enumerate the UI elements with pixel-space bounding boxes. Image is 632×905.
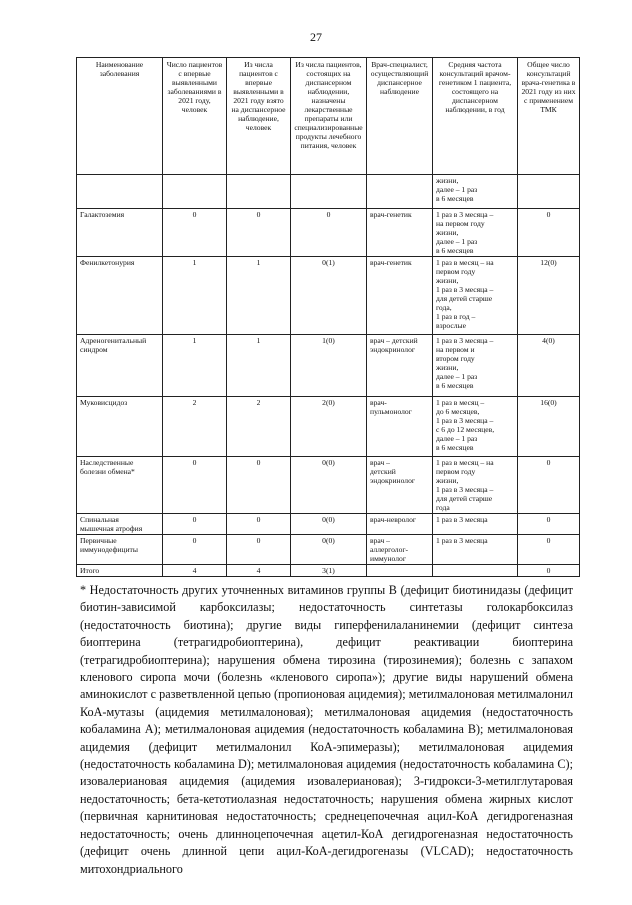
row-new-cases: 0 [163, 457, 227, 514]
row-registered: 0 [227, 535, 291, 565]
row-prescribed: 3(1) [291, 565, 367, 577]
row-disease-name: Галактоземия [77, 209, 163, 257]
row-consultations [518, 175, 580, 209]
row-prescribed: 0 [291, 209, 367, 257]
header-consultations: Общее число консультаций врача-генетика в 2021 году из них с применением ТМК [518, 58, 580, 175]
row-frequency: 1 раз в месяц – на первом году жизни, 1 раз в 3 месяца – для детей старше года [433, 457, 518, 514]
row-registered: 4 [227, 565, 291, 577]
row-registered [227, 175, 291, 209]
header-disease-name: Наименование заболевания [77, 58, 163, 175]
row-frequency: жизни, далее – 1 раз в 6 месяцев [433, 175, 518, 209]
row-registered: 2 [227, 397, 291, 457]
header-frequency: Средняя частота консультаций врачом-генетиком 1 пациента, состоящего на диспансерном наблюдении, в год [433, 58, 518, 175]
row-specialist: врач – детский эндокринолог [367, 457, 433, 514]
page-number: 27 [310, 30, 322, 44]
consultations-table [76, 57, 580, 577]
row-consultations: 12(0) [518, 257, 580, 335]
row-new-cases: 0 [163, 209, 227, 257]
header-new-cases: Число пациентов с впервые выявленными заболеваниями в 2021 году, человек [163, 58, 227, 175]
row-new-cases: 1 [163, 257, 227, 335]
row-prescribed: 2(0) [291, 397, 367, 457]
table-row [77, 565, 580, 577]
row-registered: 0 [227, 514, 291, 535]
row-specialist: врач-невролог [367, 514, 433, 535]
row-new-cases: 0 [163, 514, 227, 535]
row-consultations: 16(0) [518, 397, 580, 457]
row-disease-name [77, 175, 163, 209]
row-new-cases: 2 [163, 397, 227, 457]
table-row [77, 175, 580, 209]
table-body [77, 175, 580, 577]
row-frequency: 1 раз в месяц – на первом году жизни, 1 раз в 3 месяца – для детей старше года, 1 раз в год – взрослые [433, 257, 518, 335]
row-consultations: 0 [518, 209, 580, 257]
row-new-cases: 4 [163, 565, 227, 577]
row-specialist: врач-генетик [367, 209, 433, 257]
row-registered: 1 [227, 335, 291, 397]
table-row [77, 257, 580, 335]
row-consultations: 0 [518, 514, 580, 535]
table-row [77, 335, 580, 397]
table-row [77, 457, 580, 514]
row-new-cases: 0 [163, 535, 227, 565]
row-disease-name: Итого [77, 565, 163, 577]
row-prescribed: 0(0) [291, 514, 367, 535]
row-prescribed: 0(0) [291, 535, 367, 565]
row-specialist: врач – детский эндокринолог [367, 335, 433, 397]
row-prescribed: 0(0) [291, 457, 367, 514]
row-frequency: 1 раз в 3 месяца – на первом и втором году жизни, далее – 1 раз в 6 месяцев [433, 335, 518, 397]
row-consultations: 0 [518, 457, 580, 514]
table-row [77, 514, 580, 535]
row-new-cases: 1 [163, 335, 227, 397]
row-disease-name: Наследственные болезни обмена* [77, 457, 163, 514]
table-row [77, 209, 580, 257]
row-registered: 0 [227, 209, 291, 257]
row-disease-name: Муковисцидоз [77, 397, 163, 457]
row-disease-name: Адреногенитальный синдром [77, 335, 163, 397]
row-prescribed: 1(0) [291, 335, 367, 397]
row-specialist [367, 175, 433, 209]
header-specialist: Врач-специалист, осуществляющий диспансерное наблюдение [367, 58, 433, 175]
row-prescribed [291, 175, 367, 209]
row-prescribed: 0(1) [291, 257, 367, 335]
row-specialist [367, 565, 433, 577]
table-row [77, 535, 580, 565]
row-disease-name: Первичные иммунодефициты [77, 535, 163, 565]
row-frequency [433, 565, 518, 577]
table-header-row [77, 58, 580, 175]
row-frequency: 1 раз в 3 месяца [433, 514, 518, 535]
row-frequency: 1 раз в 3 месяца – на первом году жизни, далее – 1 раз в 6 месяцев [433, 209, 518, 257]
row-registered: 0 [227, 457, 291, 514]
row-specialist: врач – аллерголог- иммунолог [367, 535, 433, 565]
row-frequency: 1 раз в месяц – до 6 месяцев, 1 раз в 3 месяца – с 6 до 12 месяцев, далее – 1 раз в 6 месяцев [433, 397, 518, 457]
header-prescribed: Из числа пациентов, состоящих на диспансерном наблюдении, назначены лекарственные препараты или специализированные продукты лечебного питания, человек [291, 58, 367, 175]
row-frequency: 1 раз в 3 месяца [433, 535, 518, 565]
row-disease-name: Фенилкетонурия [77, 257, 163, 335]
row-specialist: врач-генетик [367, 257, 433, 335]
row-disease-name: Спинальная мышечная атрофия [77, 514, 163, 535]
footnote: * Недостаточность других уточненных витаминов группы В (дефицит биотинидазы (дефицит биотин-зависимой карбоксилазы; недостаточность синтетазы голокарбоксилаз (недостаточность биотина); другие виды гиперфенилаланинемии (дефицит синтеза биоптерина (тетрагидробиоптерина), дефицит реактивации биоптерина (тетрагидробиоптерина); нарушения обмена тирозина (тирозинемия); болезнь с запахом кленового сиропа мочи (болезнь «кленового сиропа»); другие виды нарушений обмена аминокислот с разветвленной цепью (пропионовая ацидемия); метилмалоновая метилмалонил КоА-мутазы (ацидемия метилмалоновая); метилмалоновая ацидемия (недостаточность кобаламина А); метилмалоновая ацидемия (недостаточность кобаламина В); метилмалоновая ацидемия (дефицит метилмалонил КоА-эпимеразы); метилмалоновая ацидемия (недостаточность кобаламина D); метилмалоновая ацидемия (недостаточность кобаламина С); изовалериановая ацидемия (ацидемия изовалериановая); 3-гидрокси-3-метилглутаровая недостаточность; бета-кетотиолазная недостаточность; нарушения обмена жирных кислот (первичная карнитиновая недостаточность; среднецепочечная ацил-КоА дегидрогеназная недостаточность; очень длинноцепочечная ацетил-КоА дегидрогеназная недостаточность (дефицит очень длинной цепи ацил-КоА-дегидрогеназы (VLCAD); недостаточность митохондриального [80, 583, 573, 876]
row-registered: 1 [227, 257, 291, 335]
table-row [77, 397, 580, 457]
row-new-cases [163, 175, 227, 209]
header-registered: Из числа пациентов с впервые выявленными в 2021 году взято на диспансерное наблюдение, человек [227, 58, 291, 175]
row-consultations: 0 [518, 565, 580, 577]
row-specialist: врач- пульмонолог [367, 397, 433, 457]
row-consultations: 4(0) [518, 335, 580, 397]
row-consultations: 0 [518, 535, 580, 565]
